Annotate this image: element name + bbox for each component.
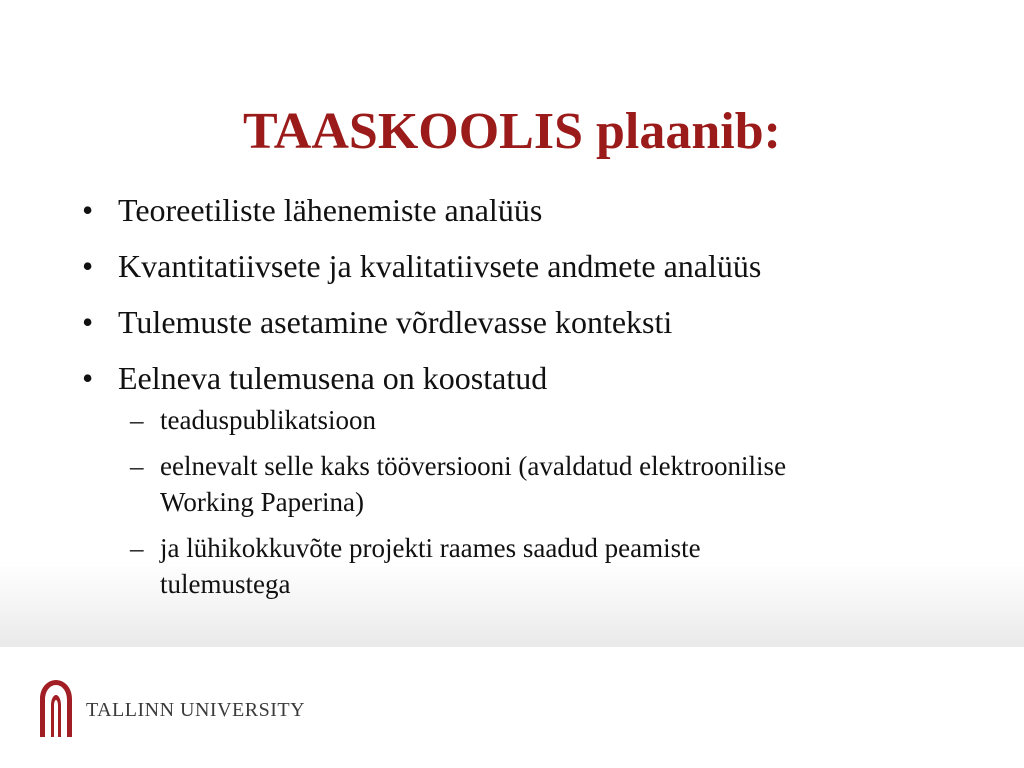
sub-bullet-text: eelnevalt selle kaks tööversiooni (avaldatud elektroonilise Working Paperina) [160, 451, 787, 517]
bullet-item [80, 188, 980, 232]
sub-bullet-marker: – [130, 451, 144, 481]
sub-bullet-item [118, 530, 810, 602]
bullet-marker: • [82, 304, 94, 340]
bullet-text: Eelneva tulemusena on koostatud [118, 360, 548, 396]
university-logo [36, 676, 305, 740]
sub-bullet-text: ja lühikokkuvõte projekti raames saadud peamiste tulemustega [160, 533, 701, 599]
bullet-text: Tulemuste asetamine võrdlevasse konteksti [118, 304, 673, 340]
bullet-list [80, 188, 980, 602]
bullet-item [80, 300, 980, 344]
slide-title: TAASKOOLIS plaanib: [242, 103, 781, 160]
bullet-marker: • [82, 248, 94, 284]
bullet-marker: • [82, 360, 94, 396]
sub-bullet-list [118, 402, 980, 602]
sub-bullet-item [118, 402, 810, 438]
bullet-item [80, 244, 980, 288]
slide-content [80, 188, 980, 614]
bullet-text: Kvantitatiivsete ja kvalitatiivsete andmete analüüs [118, 248, 762, 284]
bullet-text: Teoreetiliste lähenemiste analüüs [118, 192, 543, 228]
sub-bullet-marker: – [130, 533, 144, 563]
sub-bullet-item [118, 448, 810, 520]
bullet-marker: • [82, 192, 94, 228]
sub-bullet-text: teaduspublikatsioon [160, 405, 376, 435]
logo-text: TALLINN UNIVERSITY [86, 699, 306, 721]
tallinn-university-arch-icon [36, 677, 76, 739]
bullet-item [80, 356, 980, 602]
sub-bullet-marker: – [130, 405, 144, 435]
